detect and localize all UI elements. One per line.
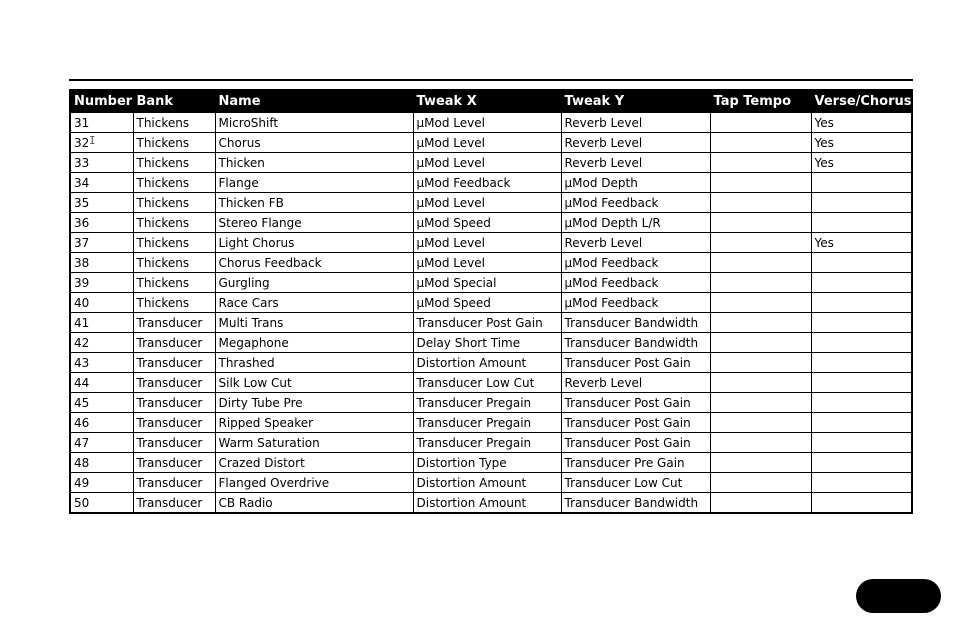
- cell-tweak-y: Reverb Level: [561, 153, 710, 173]
- cell-tweak-y: Reverb Level: [561, 113, 710, 133]
- cell-name: Flanged Overdrive: [215, 473, 413, 493]
- cell-bank: Transducer: [133, 393, 215, 413]
- table-row: [70, 473, 912, 493]
- cell-tweak-y: Transducer Pre Gain: [561, 453, 710, 473]
- cell-name: Megaphone: [215, 333, 413, 353]
- table-body: [70, 113, 912, 514]
- cell-verse-chorus: Yes: [811, 233, 912, 253]
- table-row: [70, 273, 912, 293]
- cell-bank: Thickens: [133, 293, 215, 313]
- cell-tap-tempo: [710, 353, 811, 373]
- cell-number: 35: [70, 193, 133, 213]
- cell-verse-chorus: [811, 393, 912, 413]
- cell-name: Thicken FB: [215, 193, 413, 213]
- cell-tweak-y: Transducer Bandwidth: [561, 493, 710, 514]
- cell-tap-tempo: [710, 193, 811, 213]
- table-row: [70, 153, 912, 173]
- col-tweak-y-header: Tweak Y: [561, 90, 710, 113]
- cell-verse-chorus: [811, 413, 912, 433]
- cell-name: Light Chorus: [215, 233, 413, 253]
- cell-name: Race Cars: [215, 293, 413, 313]
- cell-tap-tempo: [710, 433, 811, 453]
- cell-tweak-x: Distortion Amount: [413, 473, 561, 493]
- cell-tweak-x: Distortion Amount: [413, 353, 561, 373]
- cell-verse-chorus: [811, 213, 912, 233]
- cell-tweak-y: Transducer Bandwidth: [561, 313, 710, 333]
- cell-tap-tempo: [710, 293, 811, 313]
- cell-number: 48: [70, 453, 133, 473]
- text-cursor-icon: I: [89, 134, 96, 147]
- col-verse-chorus-header: Verse/Chorus: [811, 90, 912, 113]
- cell-number: 47: [70, 433, 133, 453]
- cell-bank: Thickens: [133, 213, 215, 233]
- cell-name: Chorus Feedback: [215, 253, 413, 273]
- cell-verse-chorus: [811, 353, 912, 373]
- cell-number: 39: [70, 273, 133, 293]
- cell-tweak-y: Transducer Post Gain: [561, 413, 710, 433]
- table-row: [70, 293, 912, 313]
- cell-number: 46: [70, 413, 133, 433]
- page-number-badge: [856, 579, 941, 613]
- cell-tweak-y: µMod Feedback: [561, 193, 710, 213]
- cell-bank: Transducer: [133, 473, 215, 493]
- cell-name: Stereo Flange: [215, 213, 413, 233]
- cell-bank: Transducer: [133, 453, 215, 473]
- col-tweak-x-header: Tweak X: [413, 90, 561, 113]
- cell-verse-chorus: [811, 373, 912, 393]
- cell-number: 43: [70, 353, 133, 373]
- cell-bank: Thickens: [133, 153, 215, 173]
- cell-bank: Transducer: [133, 313, 215, 333]
- col-bank-header: Bank: [133, 90, 215, 113]
- table-row: [70, 193, 912, 213]
- cell-tweak-x: µMod Level: [413, 113, 561, 133]
- cell-tap-tempo: [710, 393, 811, 413]
- cell-number: 32: [70, 133, 133, 153]
- cell-bank: Transducer: [133, 493, 215, 514]
- cell-verse-chorus: [811, 173, 912, 193]
- cell-number: 31: [70, 113, 133, 133]
- cell-verse-chorus: [811, 333, 912, 353]
- cell-tweak-y: µMod Feedback: [561, 293, 710, 313]
- cell-tweak-y: µMod Depth L/R: [561, 213, 710, 233]
- cell-tweak-y: µMod Feedback: [561, 273, 710, 293]
- cell-tweak-x: µMod Level: [413, 133, 561, 153]
- cell-tweak-y: Transducer Post Gain: [561, 393, 710, 413]
- col-name-header: Name: [215, 90, 413, 113]
- cell-number: 37: [70, 233, 133, 253]
- cell-verse-chorus: [811, 453, 912, 473]
- cell-tweak-x: µMod Level: [413, 253, 561, 273]
- cell-name: Crazed Distort: [215, 453, 413, 473]
- cell-bank: Thickens: [133, 253, 215, 273]
- cell-number: 50: [70, 493, 133, 514]
- cell-tap-tempo: [710, 113, 811, 133]
- table-row: [70, 313, 912, 333]
- table-row: [70, 133, 912, 153]
- cell-tweak-x: µMod Special: [413, 273, 561, 293]
- cell-bank: Transducer: [133, 353, 215, 373]
- cell-tap-tempo: [710, 473, 811, 493]
- cell-name: Thicken: [215, 153, 413, 173]
- cell-tap-tempo: [710, 333, 811, 353]
- cell-tweak-x: Transducer Pregain: [413, 393, 561, 413]
- cell-tweak-y: Transducer Bandwidth: [561, 333, 710, 353]
- cell-verse-chorus: Yes: [811, 113, 912, 133]
- cell-name: Chorus: [215, 133, 413, 153]
- cell-tweak-y: Transducer Low Cut: [561, 473, 710, 493]
- cell-tweak-x: Transducer Post Gain: [413, 313, 561, 333]
- cell-verse-chorus: [811, 433, 912, 453]
- cell-tap-tempo: [710, 493, 811, 514]
- cell-tweak-x: µMod Level: [413, 233, 561, 253]
- cell-name: CB Radio: [215, 493, 413, 514]
- cell-tweak-x: Transducer Low Cut: [413, 373, 561, 393]
- cell-tap-tempo: [710, 413, 811, 433]
- table-row: [70, 353, 912, 373]
- cell-name: Silk Low Cut: [215, 373, 413, 393]
- cell-tweak-y: µMod Feedback: [561, 253, 710, 273]
- cell-tap-tempo: [710, 273, 811, 293]
- col-number-header: Number: [70, 90, 133, 113]
- cell-verse-chorus: Yes: [811, 133, 912, 153]
- table-row: [70, 493, 912, 514]
- cell-tweak-x: µMod Level: [413, 193, 561, 213]
- cell-tap-tempo: [710, 253, 811, 273]
- cell-bank: Thickens: [133, 133, 215, 153]
- cell-tweak-y: Reverb Level: [561, 373, 710, 393]
- table-header-row: [70, 90, 912, 113]
- table-row: [70, 253, 912, 273]
- table-row: [70, 173, 912, 193]
- cell-name: Ripped Speaker: [215, 413, 413, 433]
- cell-bank: Transducer: [133, 373, 215, 393]
- cell-name: Multi Trans: [215, 313, 413, 333]
- cell-number: 33: [70, 153, 133, 173]
- cell-name: Thrashed: [215, 353, 413, 373]
- cell-name: Warm Saturation: [215, 433, 413, 453]
- cell-tap-tempo: [710, 373, 811, 393]
- cell-bank: Thickens: [133, 113, 215, 133]
- cell-name: Dirty Tube Pre: [215, 393, 413, 413]
- cell-tweak-x: µMod Speed: [413, 213, 561, 233]
- cell-tweak-x: Distortion Type: [413, 453, 561, 473]
- cell-bank: Transducer: [133, 333, 215, 353]
- cell-verse-chorus: Yes: [811, 153, 912, 173]
- top-divider-rule: [69, 79, 913, 81]
- cell-tap-tempo: [710, 313, 811, 333]
- cell-tweak-y: µMod Depth: [561, 173, 710, 193]
- cell-tweak-x: Transducer Pregain: [413, 433, 561, 453]
- cell-tweak-x: Delay Short Time: [413, 333, 561, 353]
- cell-tap-tempo: [710, 213, 811, 233]
- cell-tweak-x: µMod Speed: [413, 293, 561, 313]
- cell-name: Gurgling: [215, 273, 413, 293]
- cell-verse-chorus: [811, 493, 912, 514]
- cell-tweak-y: Reverb Level: [561, 233, 710, 253]
- table-row: [70, 113, 912, 133]
- cell-verse-chorus: [811, 293, 912, 313]
- cell-bank: Thickens: [133, 273, 215, 293]
- cell-tweak-y: Transducer Post Gain: [561, 353, 710, 373]
- cell-number: 34: [70, 173, 133, 193]
- cell-bank: Thickens: [133, 173, 215, 193]
- effects-table: [69, 89, 913, 514]
- table-row: [70, 333, 912, 353]
- table-row: [70, 233, 912, 253]
- cell-tweak-x: Transducer Pregain: [413, 413, 561, 433]
- table-row: [70, 213, 912, 233]
- cell-tap-tempo: [710, 133, 811, 153]
- cell-number: 38: [70, 253, 133, 273]
- cell-number: 40: [70, 293, 133, 313]
- cell-bank: Transducer: [133, 413, 215, 433]
- cell-bank: Transducer: [133, 433, 215, 453]
- cell-verse-chorus: [811, 253, 912, 273]
- table-row: [70, 373, 912, 393]
- cell-name: MicroShift: [215, 113, 413, 133]
- cell-tweak-x: µMod Feedback: [413, 173, 561, 193]
- cell-number: 44: [70, 373, 133, 393]
- cell-verse-chorus: [811, 473, 912, 493]
- cell-name: Flange: [215, 173, 413, 193]
- cell-tweak-x: µMod Level: [413, 153, 561, 173]
- cell-number: 42: [70, 333, 133, 353]
- cell-tap-tempo: [710, 453, 811, 473]
- cell-bank: Thickens: [133, 233, 215, 253]
- cell-tap-tempo: [710, 153, 811, 173]
- table-row: [70, 413, 912, 433]
- cell-number: 36: [70, 213, 133, 233]
- cell-tweak-y: Reverb Level: [561, 133, 710, 153]
- cell-tweak-y: Transducer Post Gain: [561, 433, 710, 453]
- table-row: [70, 453, 912, 473]
- cell-number: 41: [70, 313, 133, 333]
- cell-tap-tempo: [710, 233, 811, 253]
- cell-number: 45: [70, 393, 133, 413]
- cell-tap-tempo: [710, 173, 811, 193]
- col-tap-tempo-header: Tap Tempo: [710, 90, 811, 113]
- table-row: [70, 393, 912, 413]
- cell-verse-chorus: [811, 273, 912, 293]
- cell-verse-chorus: [811, 313, 912, 333]
- cell-verse-chorus: [811, 193, 912, 213]
- cell-number: 49: [70, 473, 133, 493]
- cell-tweak-x: Distortion Amount: [413, 493, 561, 514]
- table-row: [70, 433, 912, 453]
- cell-bank: Thickens: [133, 193, 215, 213]
